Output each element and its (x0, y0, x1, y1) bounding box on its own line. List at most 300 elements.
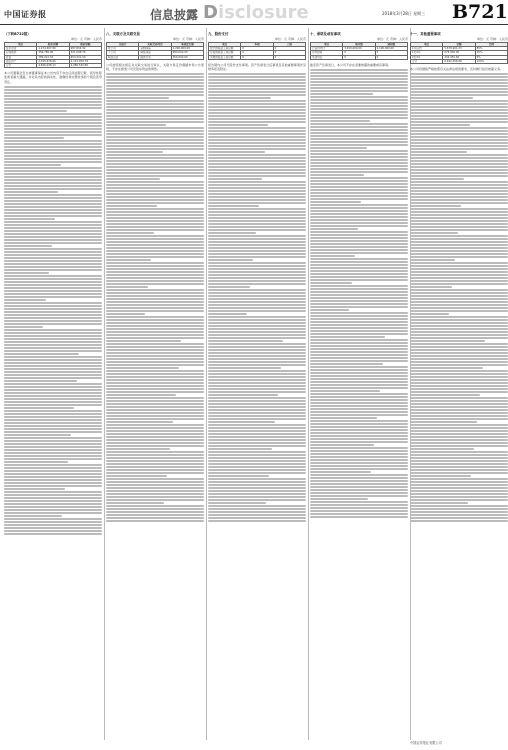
text-line (310, 366, 408, 368)
text-line (310, 372, 408, 374)
text-line (410, 499, 508, 501)
text-line (208, 445, 306, 447)
text-line (4, 341, 102, 343)
text-line (410, 289, 508, 291)
text-line (208, 238, 306, 240)
text-line (410, 442, 508, 444)
text-line (410, 409, 508, 411)
text-line (4, 494, 102, 496)
text-line (106, 391, 204, 393)
text-line (4, 152, 102, 154)
text-line (4, 422, 102, 424)
text-line (4, 128, 102, 130)
text-line (410, 259, 455, 261)
text-line (106, 133, 204, 135)
text-line (106, 208, 204, 210)
text-line (310, 102, 408, 104)
table-header: 关联方 (107, 43, 139, 47)
text-line (106, 88, 204, 90)
text-line (208, 391, 306, 393)
text-line (208, 79, 306, 81)
text-line (208, 190, 306, 192)
text-line (4, 446, 102, 448)
text-line (310, 264, 408, 266)
text-line (106, 412, 204, 414)
text-line (4, 500, 102, 502)
text-line (410, 229, 508, 231)
text-line (208, 298, 306, 300)
text-line (208, 334, 306, 336)
text-line (410, 76, 508, 78)
text-line (208, 466, 306, 468)
text-line (208, 250, 306, 252)
text-line (410, 457, 508, 459)
text-line (310, 141, 408, 143)
text-line (208, 151, 265, 153)
text-line (410, 241, 508, 243)
text-line (4, 140, 102, 142)
text-line (310, 450, 408, 452)
text-line (4, 158, 102, 160)
text-line (4, 314, 102, 316)
text-line (208, 217, 306, 219)
data-table (310, 42, 408, 60)
text-line (208, 100, 306, 102)
text-line (208, 400, 306, 402)
text-line (410, 184, 508, 186)
text-line (208, 502, 266, 504)
text-line (4, 455, 102, 457)
text-line (310, 123, 408, 125)
text-line (410, 157, 508, 159)
text-line (106, 211, 204, 213)
text-line (4, 344, 102, 346)
text-line (106, 520, 204, 522)
text-line (208, 271, 306, 273)
text-line (410, 385, 508, 387)
text-line (208, 508, 306, 510)
table-cell: 2,100,000.00 (375, 47, 407, 51)
text-line (410, 319, 508, 321)
text-line (310, 78, 408, 80)
table-cell: 4,826,048.13 (37, 64, 69, 68)
text-line (208, 169, 306, 171)
text-line (310, 99, 408, 101)
text-line (208, 157, 306, 159)
text-line (208, 385, 306, 387)
text-line (310, 498, 368, 500)
text-line (106, 271, 204, 273)
text-line (410, 253, 508, 255)
text-line (106, 268, 204, 270)
text-line (208, 355, 306, 357)
text-line (208, 319, 306, 321)
text-line (4, 338, 102, 340)
text-line (4, 275, 102, 277)
text-line (410, 328, 508, 330)
text-line (106, 460, 204, 462)
text-line (410, 355, 508, 357)
text-line (106, 256, 204, 258)
text-line (106, 310, 204, 312)
text-line (4, 404, 102, 406)
text-line (310, 333, 408, 335)
text-line (208, 322, 306, 324)
text-line (410, 223, 508, 225)
text-line (410, 232, 458, 234)
text-line (208, 154, 306, 156)
text-line (4, 323, 102, 325)
text-line (410, 286, 452, 288)
text-line (208, 340, 283, 342)
text-line (208, 349, 306, 351)
text-line (106, 508, 204, 510)
text-line (410, 220, 508, 222)
text-line (4, 380, 77, 382)
text-line (410, 508, 508, 510)
table-cell: 对外担保 (311, 51, 343, 55)
text-line (106, 130, 204, 132)
table-cell: 0 (375, 55, 407, 59)
table-cell: 存货 (5, 55, 37, 59)
text-line (106, 226, 204, 228)
table-header: 期初余额 (69, 43, 101, 47)
table-cell: 3,450,000.00 (343, 47, 375, 51)
table-row (411, 59, 508, 63)
text-line (310, 210, 408, 212)
text-line (208, 505, 306, 507)
text-line (4, 497, 102, 499)
masthead (0, 0, 508, 26)
text-line (106, 121, 204, 123)
text-line (410, 127, 508, 129)
text-line (310, 474, 408, 476)
text-line (106, 163, 204, 165)
text-line (410, 175, 508, 177)
table-header: 期初数 (375, 43, 407, 47)
text-line (4, 347, 102, 349)
text-line (208, 241, 306, 243)
text-line (208, 112, 306, 114)
text-line (106, 397, 204, 399)
text-line (4, 437, 102, 439)
table-cell: 1,234,567.89 (37, 47, 69, 51)
text-line (106, 385, 204, 387)
text-line (208, 307, 306, 309)
text-line (208, 421, 275, 423)
text-line (4, 365, 102, 367)
text-line (4, 134, 102, 136)
text-line (310, 396, 408, 398)
text-line (4, 269, 102, 271)
text-line (106, 367, 179, 369)
text-line (310, 84, 408, 86)
text-line (208, 211, 306, 213)
text-line (4, 278, 102, 280)
text-line (106, 304, 204, 306)
text-line (410, 445, 508, 447)
text-line (4, 329, 102, 331)
text-line (106, 514, 204, 516)
text-line (310, 225, 408, 227)
text-line (310, 363, 383, 365)
text-line (208, 178, 262, 180)
text-line (106, 253, 204, 255)
table-cell: 联营企业 (107, 55, 139, 59)
text-line (310, 336, 385, 338)
text-line (410, 79, 508, 81)
text-line (310, 282, 352, 284)
text-line (208, 247, 306, 249)
text-line (310, 237, 408, 239)
text-line (310, 273, 408, 275)
text-line (208, 457, 306, 459)
table-cell: 5% (475, 55, 507, 59)
table-cell: 5,678,901.23 (443, 47, 475, 51)
text-line (310, 258, 408, 260)
text-line (106, 259, 151, 261)
text-line (106, 109, 204, 111)
text-line (106, 127, 204, 129)
body-paragraph: 本公司将继续严格按照有关法律法规的要求，及时履行信息披露义务。 (410, 67, 504, 72)
text-line (208, 427, 306, 429)
text-line (4, 284, 102, 286)
text-line (4, 203, 102, 205)
text-line (106, 346, 204, 348)
text-line (4, 86, 102, 88)
text-line (410, 151, 467, 153)
text-line (106, 178, 160, 180)
text-line (310, 216, 408, 218)
table-row (311, 55, 408, 59)
text-line (208, 265, 306, 267)
page-number: B721 (452, 1, 508, 23)
text-line (4, 299, 46, 301)
text-line (208, 511, 306, 513)
text-line (410, 421, 477, 423)
text-line (208, 424, 306, 426)
text-line (106, 424, 204, 426)
text-line (4, 185, 102, 187)
text-line (4, 524, 102, 526)
text-line (106, 199, 204, 201)
text-line (4, 233, 102, 235)
text-line (4, 149, 102, 151)
text-line (310, 462, 408, 464)
text-line (310, 117, 408, 119)
text-line (310, 213, 408, 215)
section-title-en: Disclosure (203, 2, 309, 23)
text-line (410, 148, 508, 150)
text-line (106, 373, 204, 375)
text-line (410, 130, 508, 132)
text-line (106, 274, 204, 276)
table-cell: 456,789.00 (37, 51, 69, 55)
text-line (208, 166, 306, 168)
text-line (310, 312, 408, 314)
text-line (310, 105, 408, 107)
text-line (410, 115, 508, 117)
text-line (106, 463, 204, 465)
text-line (4, 113, 102, 115)
table-cell: 应收账款 (5, 51, 37, 55)
text-line (4, 161, 102, 163)
text-line (208, 460, 306, 462)
text-line (410, 493, 508, 495)
text-line (310, 378, 408, 380)
text-line (208, 352, 306, 354)
text-line (310, 483, 408, 485)
text-line (310, 198, 408, 200)
data-table (4, 42, 102, 68)
text-line (208, 232, 256, 234)
text-line (106, 418, 204, 420)
text-line (410, 295, 508, 297)
footer-publisher: 中国证券报社有限公司 (410, 741, 442, 745)
text-line (106, 289, 204, 291)
text-line (208, 208, 306, 210)
text-line (208, 286, 250, 288)
text-line (410, 166, 508, 168)
text-line (410, 520, 508, 522)
text-line (310, 81, 408, 83)
text-line (310, 234, 408, 236)
text-line (4, 512, 102, 514)
text-line (208, 148, 306, 150)
table-header: 期末数 (343, 43, 375, 47)
text-line (106, 481, 204, 483)
text-line (208, 91, 306, 93)
text-line (106, 97, 169, 99)
table-cell: 0 (375, 51, 407, 55)
text-line (208, 364, 306, 366)
text-line (310, 249, 408, 251)
text-line (410, 397, 508, 399)
table-cell: 0 (273, 55, 305, 59)
text-line (410, 460, 508, 462)
text-line (310, 351, 408, 353)
text-line (106, 79, 204, 81)
text-line (208, 202, 306, 204)
text-line (310, 513, 408, 515)
table-cell: 货币资金 (5, 47, 37, 51)
text-line (310, 387, 408, 389)
text-line (106, 175, 204, 177)
text-line (310, 138, 408, 140)
text-line (410, 139, 508, 141)
text-line (106, 91, 204, 93)
text-line (410, 379, 508, 381)
text-line (4, 170, 102, 172)
text-column (208, 28, 306, 740)
text-line (410, 214, 508, 216)
text-line (106, 262, 204, 264)
text-line (106, 328, 204, 330)
text-line (106, 241, 204, 243)
text-line (310, 132, 408, 134)
table-cell: 334,455.66 (443, 55, 475, 59)
text-line (410, 334, 508, 336)
text-line (208, 256, 306, 258)
text-line (410, 352, 508, 354)
text-line (208, 379, 306, 381)
text-line (106, 316, 204, 318)
text-line (4, 308, 102, 310)
text-line (106, 442, 204, 444)
text-line (410, 265, 508, 267)
text-line (4, 533, 102, 535)
text-line (4, 419, 102, 421)
text-line (106, 73, 204, 75)
text-line (410, 247, 508, 249)
text-line (208, 478, 306, 480)
text-line (4, 377, 102, 379)
text-line (4, 392, 102, 394)
table-cell: 85% (475, 47, 507, 51)
text-line (208, 226, 306, 228)
text-line (410, 478, 508, 480)
column-separator (206, 28, 207, 740)
table-cell: 678,900.00 (443, 51, 475, 55)
text-line (310, 162, 408, 164)
text-line (208, 229, 306, 231)
data-table (410, 42, 508, 64)
text-line (208, 418, 306, 420)
text-line (106, 85, 204, 87)
text-line (208, 481, 306, 483)
text-line (310, 510, 408, 512)
text-line (208, 277, 306, 279)
table-cell: 合计 (5, 64, 37, 68)
text-line (410, 472, 508, 474)
text-line (208, 172, 306, 174)
text-line (410, 88, 508, 90)
text-line (4, 509, 102, 511)
text-line (410, 511, 508, 513)
text-line (410, 121, 508, 123)
text-line (310, 465, 408, 467)
text-line (410, 133, 508, 135)
text-line (4, 179, 102, 181)
text-line (106, 451, 204, 453)
text-line (106, 415, 204, 417)
text-line (4, 197, 102, 199)
text-line (310, 177, 408, 179)
text-line (106, 214, 204, 216)
text-line (4, 137, 64, 139)
text-line (310, 429, 408, 431)
text-line (208, 106, 306, 108)
text-line (106, 307, 204, 309)
text-line (106, 427, 204, 429)
text-line (310, 369, 408, 371)
text-line (410, 292, 508, 294)
table-unit: 单位：元 币种：人民币 (173, 37, 204, 41)
text-line (310, 342, 408, 344)
text-line (310, 270, 408, 272)
text-line (4, 221, 102, 223)
text-line (410, 277, 508, 279)
table-cell: 0 (241, 51, 273, 55)
table-cell: 行权的权益工具总额 (209, 51, 241, 55)
text-line (208, 376, 306, 378)
text-line (4, 398, 102, 400)
text-line (310, 93, 373, 95)
text-line (106, 469, 204, 471)
text-line (4, 374, 102, 376)
column-separator (104, 28, 105, 740)
text-line (410, 454, 508, 456)
